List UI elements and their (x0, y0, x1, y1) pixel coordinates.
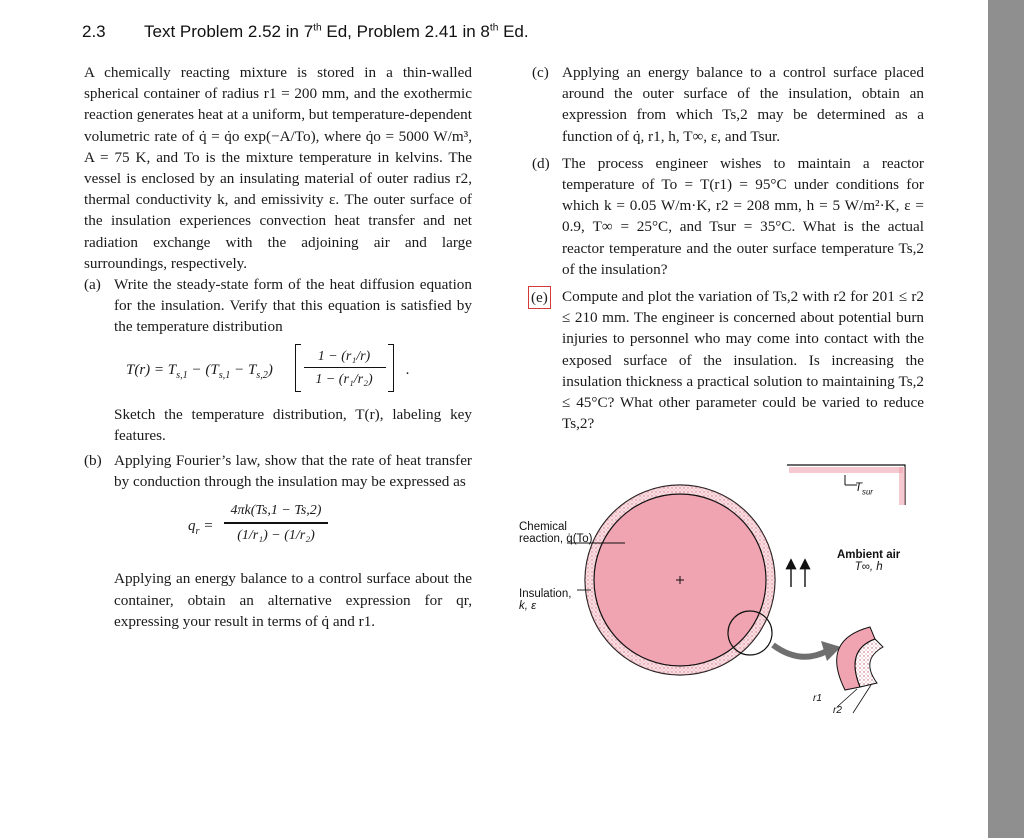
part-a-continued (84, 404, 472, 446)
eq2-fraction-line (224, 522, 328, 523)
problem-title: Text Problem 2.52 in 7th Ed, Problem 2.41 in 8th Ed. (144, 22, 529, 41)
reactor-figure (515, 455, 915, 725)
part-e (532, 286, 924, 434)
part-a-text-2: Sketch the temperature distribution, T(r), labeling key features. (114, 405, 472, 444)
part-a-label: (a) (84, 276, 101, 294)
part-e-label: (e) (528, 286, 551, 309)
scrollbar[interactable] (988, 0, 1024, 838)
part-b (84, 450, 472, 492)
chemical-reaction-label: Chemical reaction, q̇(To) (519, 521, 593, 545)
tsur-label: $T_{sur}$ (855, 482, 873, 497)
eq1-period: . (406, 361, 410, 378)
eq2-lhs: $q_r$ = (188, 518, 214, 538)
part-a-text: Write the steady-state form of the heat diffusion equation for the insulation. Verify that this equation is satisfied by the temperature distribution (114, 276, 472, 336)
part-d-text: The process engineer wishes to maintain a reactor temperature of To = T(r1) = 95°C under conditions for which k = 0.05 W/m·K, r2 = 208 mm, h = 5 W/m²·K, ε = 0.9, T∞ = 25°C, and Tsur = 35°C. What is the actual reactor temperature and the outer surface temperature Ts,2 of the insulation? (562, 154, 924, 278)
problem-header (82, 22, 529, 42)
eq2-denominator: (1/r₁) − (1/r₂) (237, 528, 315, 544)
part-c (532, 62, 924, 147)
eq1-fraction-line (304, 367, 386, 368)
left-bracket (295, 344, 301, 392)
part-a (84, 274, 472, 338)
eq1-numerator: 1 − (r₁/r) (317, 348, 371, 364)
eq1-lhs: $T(r) = T_{s,1} - (T_{s,1} - T_{s,2})$ (126, 361, 273, 381)
eq1-denominator: 1 − (r₁/r₂) (315, 371, 373, 387)
part-c-label: (c) (532, 64, 549, 81)
reactor-diagram (515, 455, 915, 725)
part-b-text-2: Applying an energy balance to a control surface about the container, obtain an alternative expression for qr, expressing your result in terms of q̇ and r1. (114, 570, 472, 630)
part-c-text: Applying an energy balance to a control surface placed around the outer surface of the insulation, obtain an expression from which Ts,2 may be determined as a function of q̇, r1, h, T∞, ε, and Tsur. (562, 64, 924, 145)
problem-number: 2.3 (82, 22, 106, 41)
part-b-text: Applying Fourier’s law, show that the rate of heat transfer by conduction through the insulation may be expressed as (114, 452, 472, 491)
part-d-label: (d) (532, 154, 550, 172)
intro-paragraph: A chemically reacting mixture is stored in a thin-walled spherical container of radius r1 = 200 mm, and the exothermic reaction generates heat at a uniform, but temperature-dependent volumetric rate of q̇ = q̇o exp(−A/To), where q̇o = 5000 W/m³, A = 75 K, and To is the mixture temperature in kelvins. The vessel is enclosed by an insulating material of outer radius r2, thermal conductivity k, and emissivity ε. The outer surface of the insulation experiences convection heat transfer and net radiation exchange with the adjoining air and large surroundings, respectively. (84, 64, 472, 272)
heat-rate-equation (84, 492, 472, 568)
eq2-numerator: 4πk(Ts,1 − Ts,2) (230, 503, 322, 519)
r2-leader (853, 685, 871, 713)
surroundings-shade-top (789, 467, 903, 473)
part-b-continued (84, 568, 472, 632)
surroundings-shade-right (899, 467, 905, 505)
part-d (532, 153, 924, 280)
r2-label: r2 (833, 705, 842, 716)
part-b-label: (b) (84, 452, 102, 470)
insulation-label: Insulation, k, ε (519, 588, 572, 612)
part-e-text: Compute and plot the variation of Ts,2 with r2 for 201 ≤ r2 ≤ 210 mm. The engineer is concerned about potential burn injuries to personnel who may come into contact with the exposed surface of the insulation. Is increasing the insulation thickness a practical solution to maintaining Ts,2 ≤ 45°C? What other parameter could be varied to reduce Ts,2? (562, 288, 924, 433)
r1-label: r1 (813, 693, 822, 704)
right-bracket (388, 344, 394, 392)
ambient-air-label: Ambient air T∞, h (837, 549, 901, 573)
temperature-distribution-equation (84, 338, 472, 404)
left-column (84, 62, 472, 632)
zoom-arrow-shaft (773, 645, 827, 657)
right-column (532, 62, 924, 434)
